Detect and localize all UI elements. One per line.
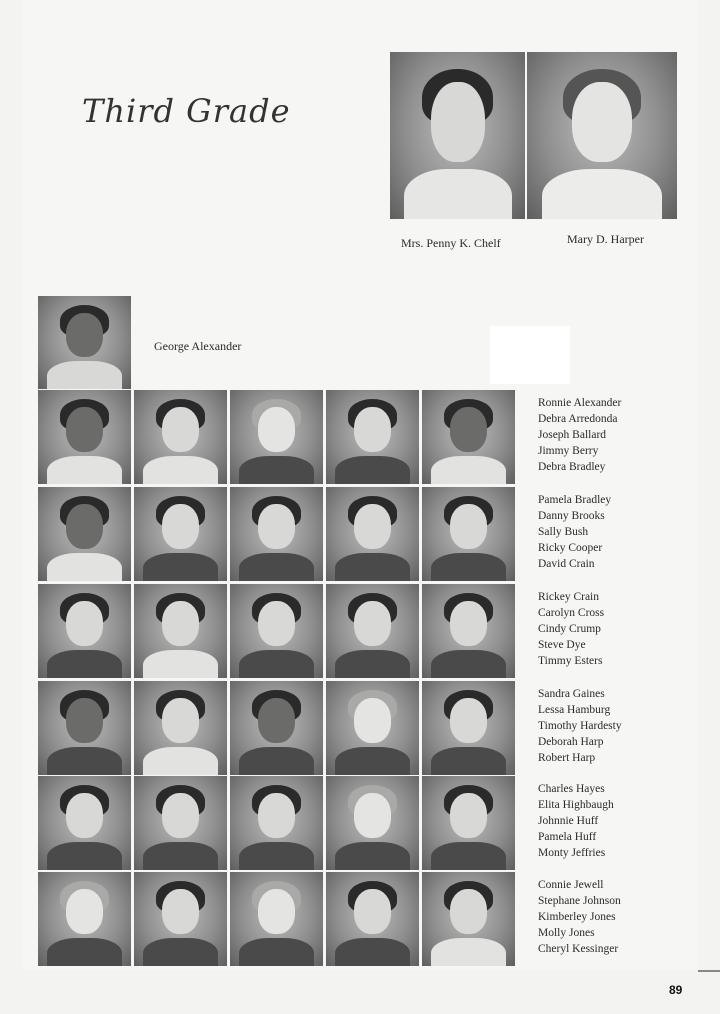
student-photo: [230, 872, 323, 966]
student-name: Ronnie Alexander: [538, 397, 622, 409]
student-photo: [38, 872, 131, 966]
blank-patch: [490, 326, 570, 384]
student-name: Johnnie Huff: [538, 815, 599, 827]
student-names-block: [538, 589, 678, 669]
student-photo: [422, 390, 515, 484]
student-name: Steve Dye: [538, 639, 586, 651]
student-name: Debra Arredonda: [538, 413, 618, 425]
student-photo: [38, 681, 131, 775]
student-name: Timmy Esters: [538, 655, 603, 667]
student-name: Danny Brooks: [538, 510, 605, 522]
student-photo: [422, 487, 515, 581]
student-name: Carolyn Cross: [538, 607, 605, 619]
student-name: Cheryl Kessinger: [538, 943, 619, 955]
teacher-caption-2: Mary D. Harper: [567, 232, 644, 246]
student-name: Ricky Cooper: [538, 542, 603, 554]
student-name: Charles Hayes: [538, 783, 605, 795]
student-name: Robert Harp: [538, 752, 596, 764]
student-name: Kimberley Jones: [538, 911, 616, 923]
student-photo: [422, 584, 515, 678]
student-name: Connie Jewell: [538, 879, 604, 891]
edge-rule: [698, 970, 720, 972]
student-name: Sandra Gaines: [538, 688, 605, 700]
student-photo: [230, 487, 323, 581]
student-names-block: [538, 492, 678, 572]
student-photo: [38, 776, 131, 870]
student-name: Sally Bush: [538, 526, 589, 538]
page-number: 89: [669, 983, 683, 997]
student-name: Molly Jones: [538, 927, 595, 939]
student-photo: [134, 584, 227, 678]
student-name: Joseph Ballard: [538, 429, 607, 441]
student-name: Timothy Hardesty: [538, 720, 622, 732]
teacher-caption-1: Mrs. Penny K. Chelf: [401, 236, 501, 250]
student-name: Jimmy Berry: [538, 445, 599, 457]
student-photo: [134, 776, 227, 870]
student-photo: [326, 681, 419, 775]
student-photo: [38, 390, 131, 484]
student-name: David Crain: [538, 558, 595, 570]
student-photo: [230, 776, 323, 870]
student-names-block: [538, 395, 678, 475]
section-heading: Third Grade: [82, 92, 291, 130]
student-name: Stephane Johnson: [538, 895, 621, 907]
student-photo: [422, 681, 515, 775]
student-photo: [38, 487, 131, 581]
student-name: Elita Highbaugh: [538, 799, 614, 811]
student-name: Pamela Huff: [538, 831, 597, 843]
student-photo: [422, 872, 515, 966]
student-photo: [134, 487, 227, 581]
student-names-block: [538, 686, 678, 766]
teacher-photo-1: [390, 52, 525, 219]
student-photo: [134, 390, 227, 484]
student-name: Cindy Crump: [538, 623, 601, 635]
student-names-block: [538, 781, 678, 861]
student-name: Debra Bradley: [538, 461, 606, 473]
student-name: Rickey Crain: [538, 591, 599, 603]
student-name: Deborah Harp: [538, 736, 604, 748]
student-photo: [38, 584, 131, 678]
student-photo: [326, 487, 419, 581]
student-photo: [326, 872, 419, 966]
student-name: Pamela Bradley: [538, 494, 612, 506]
student-photo: [134, 872, 227, 966]
student-photo: [230, 390, 323, 484]
student-photo-single: [38, 296, 131, 389]
student-name: Lessa Hamburg: [538, 704, 611, 716]
student-photo: [326, 584, 419, 678]
student-photo: [326, 776, 419, 870]
student-name: Monty Jeffries: [538, 847, 606, 859]
student-photo: [230, 681, 323, 775]
student-photo: [422, 776, 515, 870]
student-photo: [230, 584, 323, 678]
teacher-photo-2: [527, 52, 677, 219]
single-student-name: George Alexander: [154, 339, 242, 353]
student-photo: [326, 390, 419, 484]
student-names-block: [538, 877, 678, 957]
student-photo: [134, 681, 227, 775]
